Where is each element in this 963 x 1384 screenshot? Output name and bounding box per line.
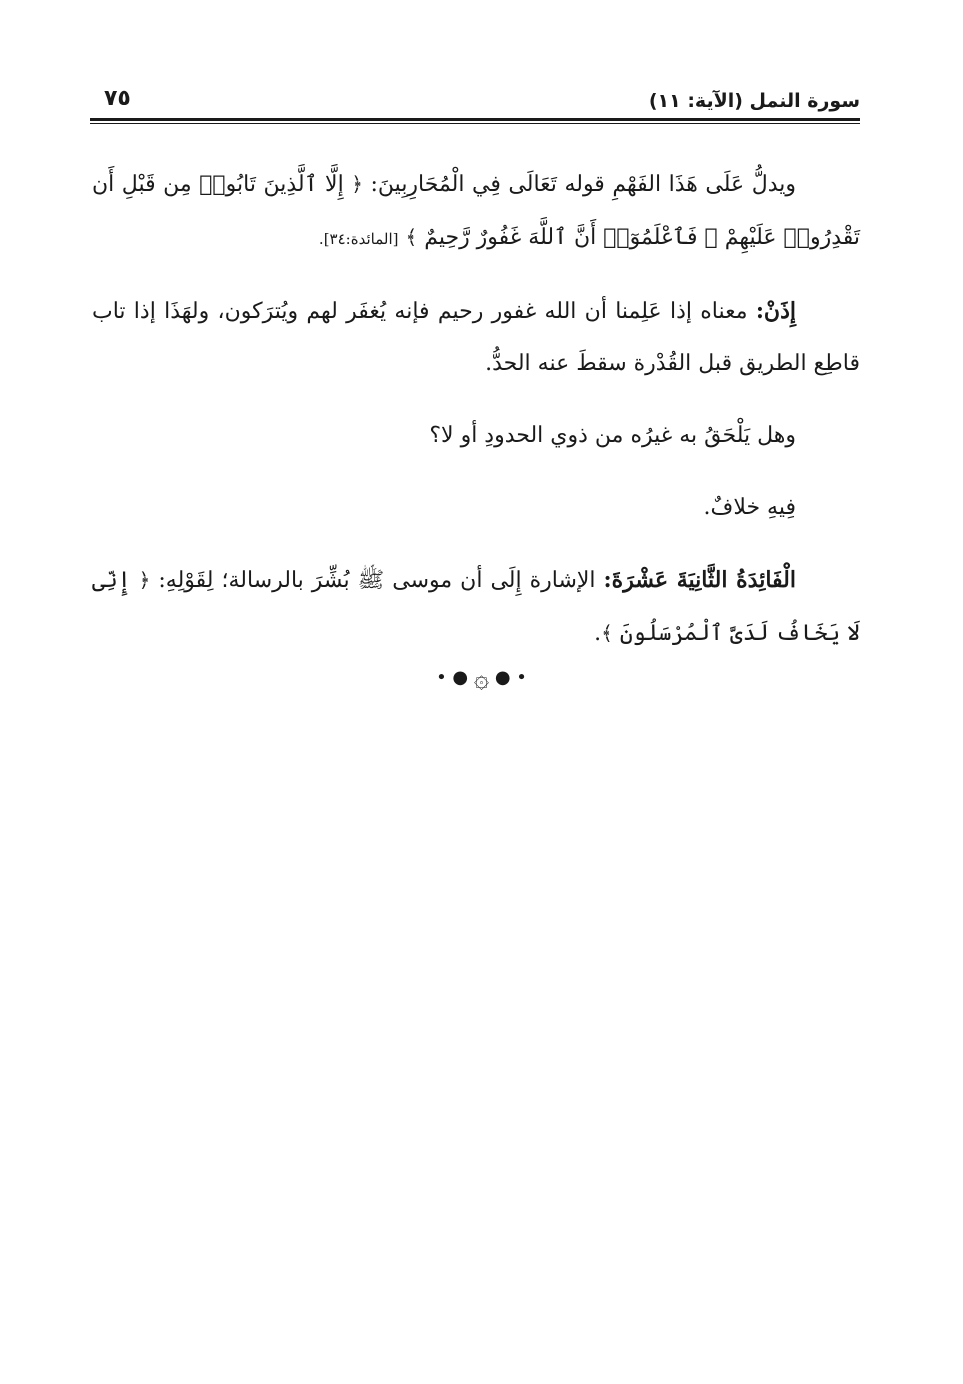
paragraph-4-text: فِيهِ خلافٌ. — [703, 495, 796, 520]
header-rule-thick — [90, 118, 860, 121]
quran-open-bracket: ﴿ — [138, 568, 151, 592]
paragraph-1 — [92, 158, 860, 265]
paragraph-5-tail: . — [594, 621, 602, 646]
verse-reference: [المائدة:٣٤]. — [318, 230, 399, 248]
page-number: ٧٥ — [104, 86, 131, 111]
paragraph-3-text: وهل يَلْحَقُ به غيرُه من ذوي الحدودِ أو لا؟ — [429, 423, 796, 448]
paragraph-4 — [92, 482, 860, 534]
running-title: سورة النمل (الآية: ١١) — [648, 90, 860, 112]
knot-ornament-icon: ۞ — [473, 664, 490, 694]
divider-dots-right: ● • — [494, 667, 527, 688]
paragraph-2-lead: إِذَنْ: — [755, 298, 796, 324]
paragraph-2-text: معناه إذا عَلِمنا أن الله غفور رحيم فإنه يُغفَر لهم ويُترَكون، ولهَذَا إذا تاب قاطِع الطريق قبل القُدْرة سقطَ عنه الحدُّ. — [92, 299, 860, 376]
quran-close-bracket: ﴾ — [405, 225, 418, 249]
paragraph-2 — [92, 285, 860, 390]
divider-dots-left: • ● — [436, 667, 469, 688]
paragraph-5-text: الإشارة إِلَى أن موسى ﷺ بُشِّرَ بالرسالة؛ لِقَوْلِهِ: — [158, 568, 596, 593]
header-rule-thin — [90, 123, 860, 124]
page-header — [90, 84, 860, 116]
quran-verse-2: إِنِّى لَا يَخَافُ لَدَىَّ ٱلْمُرْسَلُونَ — [92, 568, 860, 646]
paragraph-5-lead: الْفَائِدَةُ الثَّانِيَةَ عَشْرَةَ: — [603, 567, 796, 593]
paragraph-5 — [92, 554, 860, 660]
paragraph-3 — [92, 410, 860, 462]
quran-close-bracket: ﴾ — [601, 621, 613, 645]
quran-verse-1: إِلَّا ٱلَّذِينَ تَابُوا۟ مِن قَبْلِ أَن تَقْدِرُوا۟ عَلَيْهِمْ ۖ فَٱعْلَمُوٓا۟ أَنَّ ٱللَّهَ غَفُورٌ رَّحِيمٌ — [92, 172, 860, 250]
body-text — [92, 158, 860, 680]
paragraph-1-text: ويدلُّ عَلَى هَذَا الفَهْمِ قوله تَعَالَى فِي الْمُحَارِبِينَ: — [370, 172, 796, 197]
section-divider — [0, 664, 963, 694]
quran-open-bracket: ﴿ — [351, 172, 363, 196]
